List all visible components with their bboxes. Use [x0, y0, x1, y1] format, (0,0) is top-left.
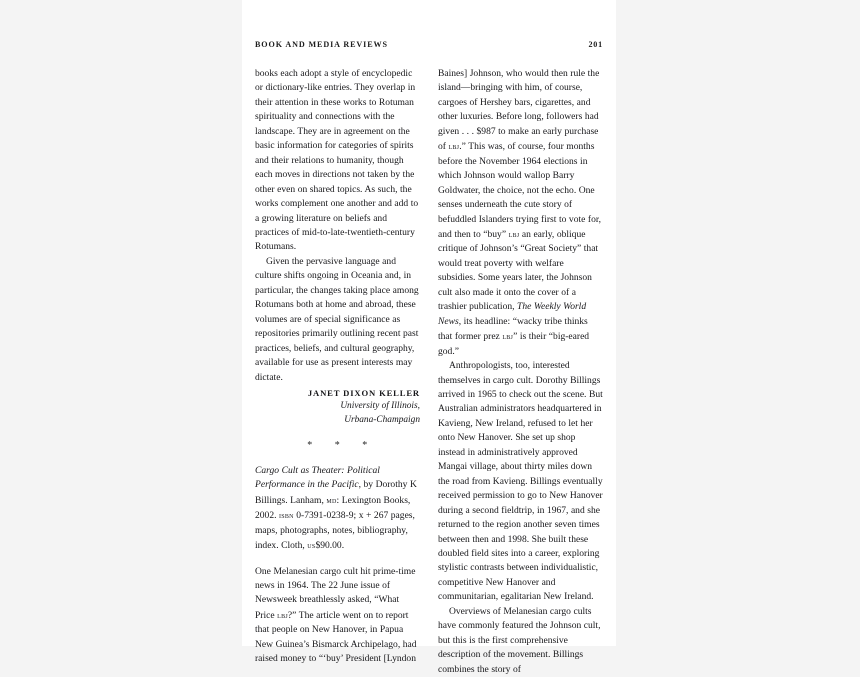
- right-paragraph-1-lbj-1: lbj: [448, 141, 460, 152]
- running-head: [255, 40, 603, 51]
- citation-title: Cargo Cult as Theater: Political Performance in the Pacific: [255, 464, 380, 491]
- reviewer-affiliation-line-1: University of Illinois,: [340, 401, 420, 412]
- right-column: [438, 67, 603, 677]
- book-citation: [255, 464, 420, 554]
- citation-spacer: [255, 554, 420, 565]
- reviewer-name: JANET DIXON KELLER: [307, 387, 420, 398]
- citation-price-value: $90.00.: [315, 540, 345, 552]
- left-column: [255, 67, 420, 667]
- citation-publisher: : Lexington Books, 2002.: [255, 494, 411, 522]
- page-sheet: [242, 0, 616, 675]
- reviewer-affiliation-line-2: Urbana-Champaign: [344, 414, 420, 425]
- right-paragraph-1-lbj-2: lbj: [508, 228, 520, 239]
- asterisk-mark-2: *: [334, 439, 341, 451]
- left-paragraph-2: Given the pervasive language and culture shifts ongoing in Oceania and, in particular, the changes taking place among Rotumans both at home and abroad, these volumes are of special significance as repositories primarily outlining recent past practices, beliefs, and cultural geography, available for use as present interests may dictate.: [255, 255, 419, 383]
- left-paragraph-3-lbj: lbj: [277, 609, 288, 620]
- page-content-area: [255, 40, 603, 677]
- right-paragraph-1-lbj-3: lbj: [502, 331, 514, 342]
- left-paragraph-3-part-2: ?” The article went on to report that people on New Hanover, in Papua New Guinea’s Bismarck Archipelago, had raised money to “‘buy’ President [Lyndon: [255, 609, 417, 665]
- right-paragraph-1-part-2: .” This was, of course, four months before the November 1964 elections in which Johnson would wallop Barry Goldwater, the choice, not the echo. One senses underneath the cute story of befuddled Islanders trying first to vote for, and then to “buy”: [438, 141, 602, 240]
- citation-isbn-value: 0-7391-0238-9; x + 267 pages, maps, photographs, notes, bibliography, index. Cloth,: [255, 510, 415, 552]
- running-head-title: BOOK AND MEDIA REVIEWS: [255, 40, 388, 49]
- left-paragraph-1: books each adopt a style of encyclopedic or dictionary-like entries. They overlap in their attention in these works to Rotuman spirituality and connections with the landscape. They are in agreement on the basic information for categories of spirits and their relations to humanity, though each moves in directions not taken by the other even on shared topics. As such, the works complement one another and add to a growing literature on beliefs and practices of mid-to-late-twentieth-century Rotumans.: [255, 68, 419, 253]
- left-paragraph-3: [255, 565, 420, 667]
- right-paragraph-1-part-3: an early, oblique critique of Johnson’s “Great Society” that would treat poverty with welfare subsidies. Some years later, the Johnson cult also made it onto the cover of a trashier publication,: [438, 228, 599, 313]
- citation-byline: , by Dorothy K Billings. Lanham,: [255, 479, 417, 506]
- citation-isbn-label: isbn: [279, 510, 294, 521]
- right-paragraph-2: Anthropologists, too, interested themselves in cargo cult. Dorothy Billings arrived in 1965 to check out the scene. But Australian administrators headquartered in Kavieng, New Ireland, refused to let her onto New Hanover. She set up shop instead in administratively approved Mangai village, about thirty miles down the road from Kavieng. Billings eventually received permission to go to New Hanover during a second fieldtrip, in 1967, and she returned to the region another seven times between then and 1998. She built these doubled field sites into a career, exploring stylistic contrasts between individualistic, competitive New Hanover and communitarian, egalitarian New Ireland.: [438, 360, 603, 603]
- right-paragraph-1-part-5: ” is their “big-eared god.”: [438, 331, 590, 357]
- right-paragraph-3: Overviews of Melanesian cargo cults have commonly featured the Johnson cult, but this is the first comprehensive description of the movement. Billings combines the story of: [438, 605, 601, 675]
- right-paragraph-1-publication-title: The Weekly World News: [438, 301, 587, 327]
- asterisk-mark-3: *: [362, 439, 368, 451]
- two-column-body: [255, 67, 603, 677]
- asterisk-mark-1: *: [307, 439, 313, 451]
- reviewer-signature: [255, 386, 420, 427]
- section-divider: [255, 440, 420, 451]
- citation-state: md: [326, 494, 337, 505]
- left-paragraph-3-part-1: One Melanesian cargo cult hit prime-time news in 1964. The 22 June issue of Newsweek breathlessly asked, “What Price: [255, 565, 416, 621]
- right-paragraph-1-part-4: , its headline: “wacky tribe thinks that former prez: [438, 315, 588, 343]
- right-paragraph-1-part-1: Baines] Johnson, who would then rule the island—bringing with him, of course, cargoes of Hershey bars, cigarettes, and other luxuries. Before long, followers had given . . . $987 to make an early purchase of: [438, 68, 600, 153]
- page-number: 201: [588, 40, 603, 49]
- citation-price-currency: us: [307, 540, 316, 551]
- right-paragraph-1: [438, 67, 603, 359]
